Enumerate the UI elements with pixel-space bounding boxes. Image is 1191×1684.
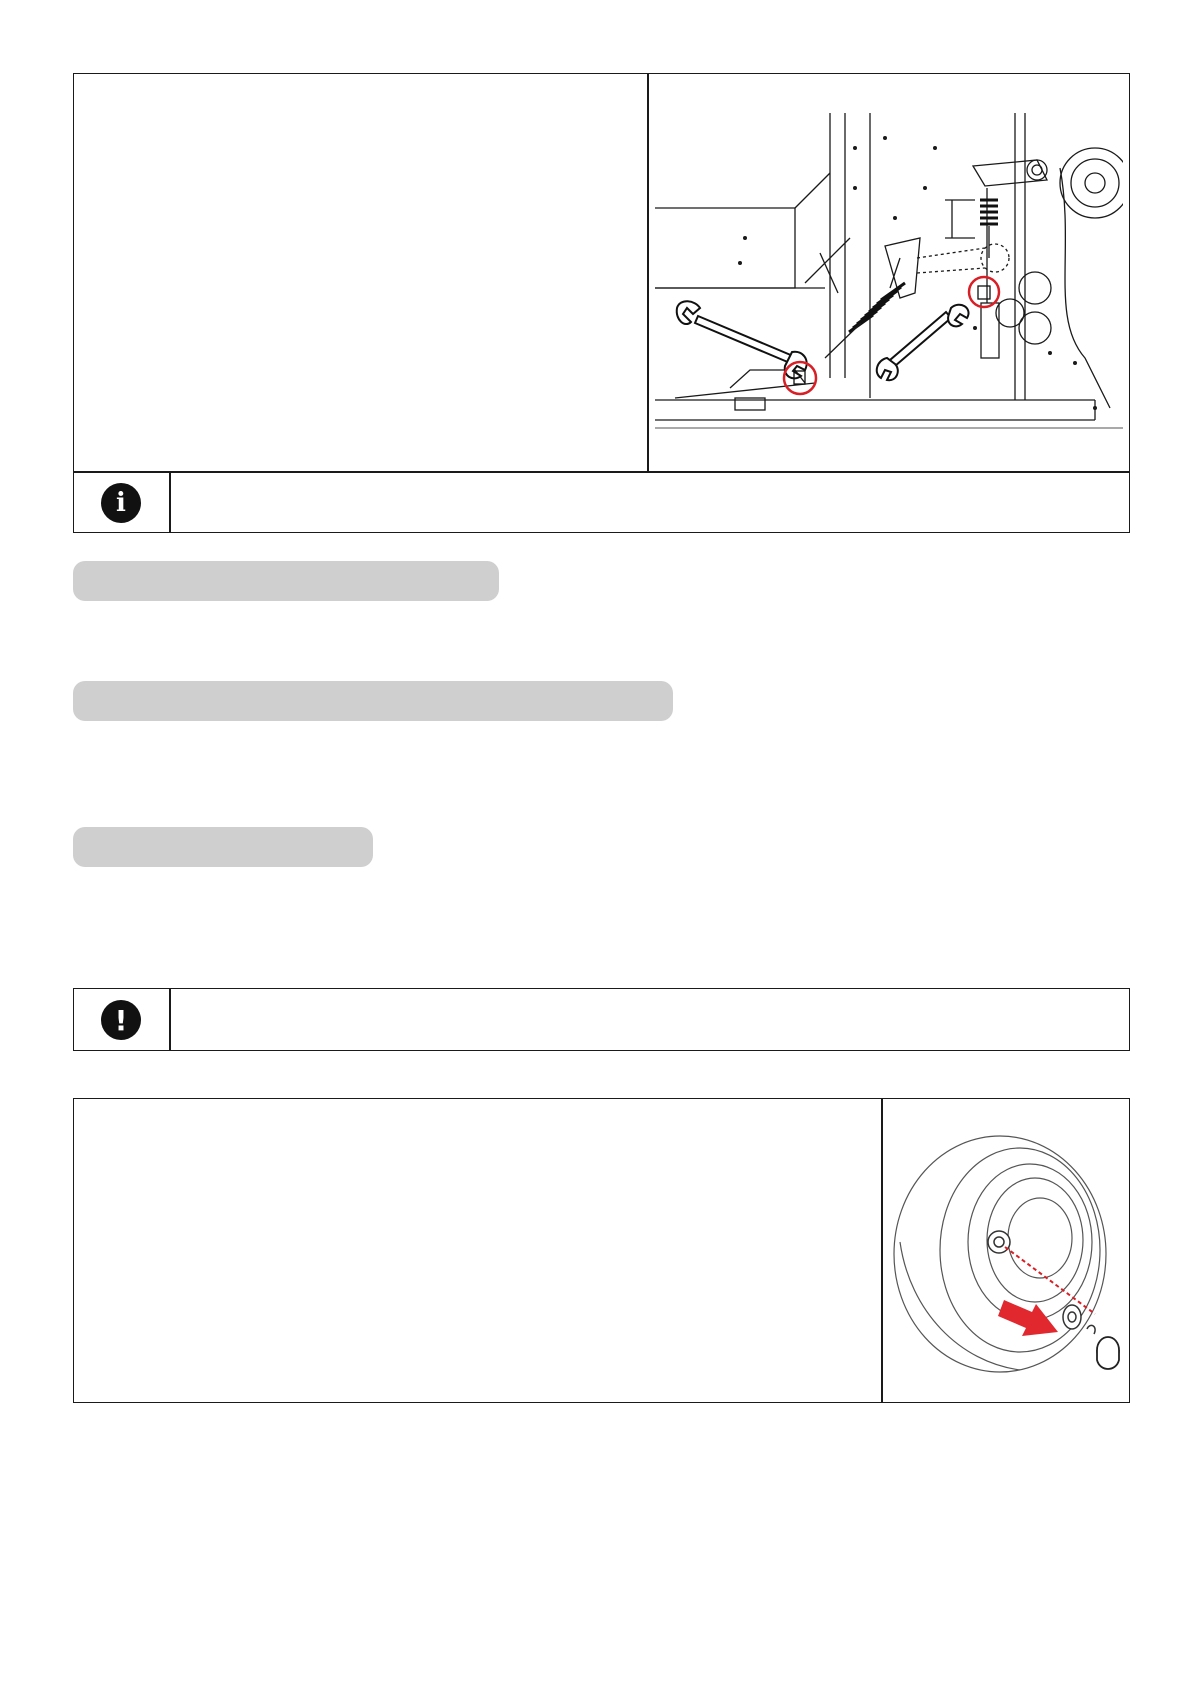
top-panel-divider: [647, 73, 649, 472]
warning-note: [73, 988, 1130, 1051]
info-note-icon-cell-divider: [169, 471, 171, 533]
tension-spring-icon: [980, 200, 998, 224]
wheel-icon: [894, 1136, 1106, 1372]
section-heading-1: [73, 561, 499, 601]
top-panel-note-separator: [73, 471, 1130, 473]
section-heading-3: [73, 827, 373, 867]
wheel-removal-diagram: [890, 1132, 1122, 1384]
spring-adjustment-diagram: [655, 108, 1123, 434]
section-heading-2: [73, 681, 673, 721]
info-icon: i: [101, 483, 141, 523]
bottom-panel-divider: [881, 1098, 883, 1403]
tension-spring-icon: [849, 283, 905, 332]
washer-icon: [1063, 1305, 1081, 1329]
nut-icon: [1097, 1337, 1119, 1369]
warning-note-icon-cell-divider: [169, 988, 171, 1051]
open-end-wrench-icon: [877, 305, 969, 380]
exclamation-icon: !: [101, 1000, 141, 1040]
